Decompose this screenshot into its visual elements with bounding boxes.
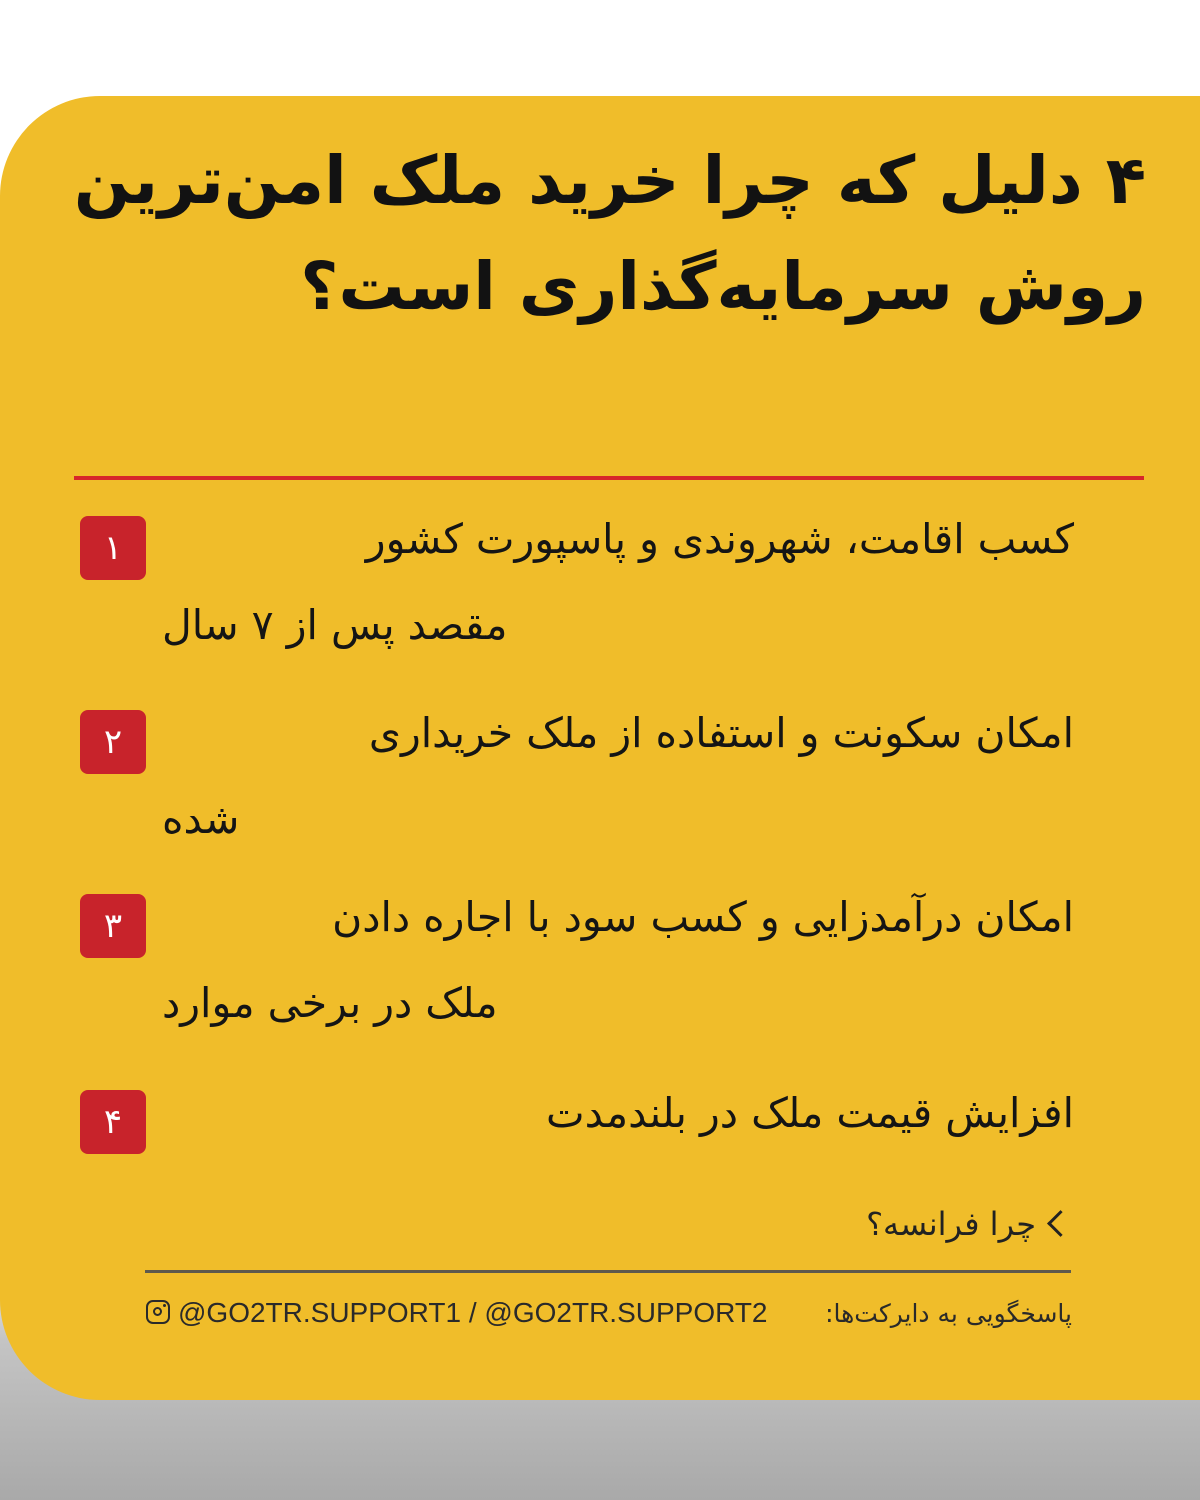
reason-text-4 bbox=[162, 1070, 1074, 1156]
number-badge-4: ۴ bbox=[80, 1090, 146, 1154]
footer-label: پاسخگویی به دایرکت‌ها: bbox=[825, 1299, 1072, 1328]
reason-2-line-2: شده bbox=[162, 795, 240, 843]
title-line-1: ۴ دلیل که چرا خرید ملک امن‌ترین bbox=[73, 142, 1146, 219]
reason-2-line-1: امکان سکونت و استفاده از ملک خریداری bbox=[368, 709, 1074, 757]
chevron-right-icon bbox=[1047, 1210, 1074, 1237]
title-divider bbox=[74, 476, 1144, 480]
reason-4-line-1: افزایش قیمت ملک در بلندمدت bbox=[546, 1089, 1074, 1137]
why-france-link[interactable] bbox=[800, 1196, 1076, 1252]
number-badge-1: ۱ bbox=[80, 516, 146, 580]
page-title bbox=[70, 128, 1146, 340]
number-badge-2: ۲ bbox=[80, 710, 146, 774]
footer bbox=[146, 1290, 1072, 1340]
reason-text-3 bbox=[162, 874, 1074, 1046]
instagram-icon bbox=[146, 1300, 170, 1324]
footer-divider bbox=[145, 1270, 1071, 1273]
title-line-2: روش سرمایه‌گذاری است؟ bbox=[300, 248, 1146, 325]
why-france-label: چرا فرانسه؟ bbox=[866, 1205, 1036, 1243]
number-badge-3: ۳ bbox=[80, 894, 146, 958]
support-handles[interactable]: @GO2TR.SUPPORT1 / @GO2TR.SUPPORT2 bbox=[178, 1297, 768, 1328]
reason-text-1 bbox=[162, 496, 1074, 668]
reason-3-line-1: امکان درآمدزایی و کسب سود با اجاره دادن bbox=[332, 893, 1074, 941]
reason-1-line-2: مقصد پس از ۷ سال bbox=[162, 601, 508, 649]
reason-1-line-1: کسب اقامت، شهروندی و پاسپورت کشور bbox=[365, 515, 1074, 563]
reason-text-2 bbox=[162, 690, 1074, 862]
reason-3-line-2: ملک در برخی موارد bbox=[162, 979, 498, 1027]
